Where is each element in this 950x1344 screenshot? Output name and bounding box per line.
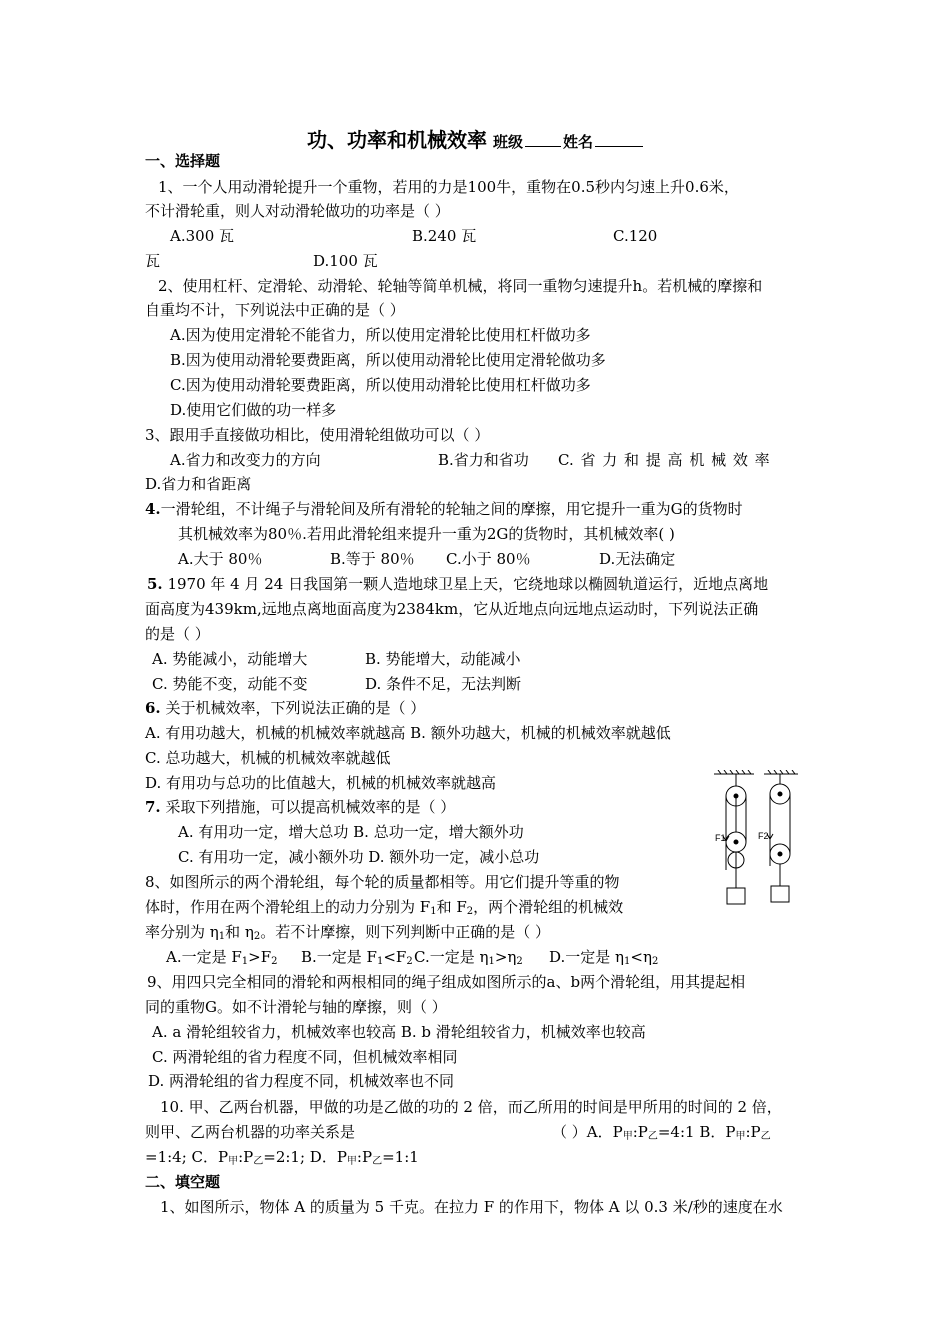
q4-option-d: D.无法确定 bbox=[599, 550, 676, 568]
q3-option-a: A.省力和改变力的方向 bbox=[170, 451, 321, 469]
q9-option-c: C. 两滑轮组的省力程度不同，但机械效率相同 bbox=[152, 1048, 458, 1066]
q2-option-b: B.因为使用动滑轮要费距离，所以使用动滑轮比使用定滑轮做功多 bbox=[170, 351, 606, 369]
q1-option-d: D.100 瓦 bbox=[313, 252, 378, 270]
q8-line3: 率分别为 $\eta_1$和 $\eta_2$。若不计摩擦，则下列判断中正确的是（ ） bbox=[145, 923, 551, 942]
q7-line1: 采取下列措施，可以提高机械效率的是（ ） bbox=[165, 798, 456, 816]
q5-option-a: A. 势能减小，动能增大 bbox=[152, 650, 308, 668]
q8-option-c: C.一定是 $\eta_1>\eta_2$ bbox=[414, 948, 523, 967]
q8-option-b: B.一定是 $F_1<F_2$ bbox=[301, 948, 413, 967]
section-heading-choice: 一、选择题 bbox=[145, 152, 221, 170]
q3-option-d: D.省力和省距离 bbox=[145, 475, 252, 493]
q1-line2: 不计滑轮重，则人对动滑轮做功的功率是（ ） bbox=[145, 202, 450, 220]
q5-option-d: D. 条件不足，无法判断 bbox=[365, 675, 522, 693]
class-label: 班级 bbox=[492, 133, 523, 151]
name-blank bbox=[595, 145, 643, 147]
q6-number: 6. bbox=[145, 699, 161, 717]
q7-options-ab: A. 有用功一定，增大总功 B. 总功一定，增大额外功 bbox=[178, 823, 524, 841]
q5-line2: 面高度为439km,远地点离地面高度为2384km，它从近地点向远地点运动时，下列说法正确 bbox=[145, 600, 759, 618]
q8-option-a: A.一定是 $F_1>F_2$ bbox=[166, 948, 278, 967]
q7-number: 7. bbox=[145, 798, 161, 816]
section-heading-fill: 二、填空题 bbox=[145, 1173, 221, 1191]
q10-line1: 10. 甲、乙两台机器，甲做的功是乙做的功的 2 倍，而乙所用的时间是甲所用的时间的 2 倍， bbox=[160, 1098, 782, 1116]
q9-options-ab: A. a 滑轮组较省力，机械效率也较高 B. b 滑轮组较省力，机械效率也较高 bbox=[152, 1023, 646, 1041]
figure-label-f1: F1 bbox=[715, 833, 726, 843]
q2-line2: 自重均不计，下列说法中正确的是（ ） bbox=[145, 301, 405, 319]
q4-option-b: B.等于 80％ bbox=[330, 550, 415, 568]
q3-option-b: B.省力和省功 bbox=[438, 451, 529, 469]
q9-line1: 9、用四只完全相同的滑轮和两根相同的绳子组成如图所示的a、b两个滑轮组，用其提起相 bbox=[147, 973, 746, 991]
q1-option-a: A.300 瓦 bbox=[170, 227, 234, 245]
q4-line1: 一滑轮组，不计绳子与滑轮间及所有滑轮的轮轴之间的摩擦，用它提升一重为G的货物时 bbox=[160, 500, 743, 518]
q2-option-d: D.使用它们做的功一样多 bbox=[170, 401, 337, 419]
q5-line3: 的是（ ） bbox=[145, 625, 210, 643]
q2-line1: 2、使用杠杆、定滑轮、动滑轮、轮轴等简单机械，将同一重物匀速提升h。若机械的摩擦和 bbox=[158, 277, 763, 295]
q8-line2: 体时，作用在两个滑轮组上的动力分别为 $F_1$和 $F_2$，两个滑轮组的机械效 bbox=[145, 898, 624, 917]
q3-option-c: C. 省 力 和 提 高 机 械 效 率 bbox=[558, 451, 770, 469]
q2-option-c: C.因为使用动滑轮要费距离，所以使用动滑轮比使用杠杆做功多 bbox=[170, 376, 591, 394]
q4-number: 4. bbox=[145, 500, 161, 518]
fill-q1-line1: 1、如图所示，物体 A 的质量为 5 千克。在拉力 F 的作用下，物体 A 以 0.3 米/秒的速度在水 bbox=[160, 1198, 783, 1216]
figure-label-f2: F2 bbox=[758, 831, 769, 841]
q5-option-c: C. 势能不变，动能不变 bbox=[152, 675, 308, 693]
q7-options-cd: C. 有用功一定，减小额外功 D. 额外功一定，减小总功 bbox=[178, 848, 540, 866]
q1-option-c: C.120 bbox=[613, 227, 658, 245]
q2-option-a: A.因为使用定滑轮不能省力，所以使用定滑轮比使用杠杆做功多 bbox=[170, 326, 591, 344]
worksheet-title bbox=[0, 124, 950, 153]
q10-line2: 则甲、乙两台机器的功率关系是 bbox=[145, 1123, 356, 1141]
q1-option-c-unit: 瓦 bbox=[145, 252, 161, 270]
q10-line2-options: （ ）A．$P_甲:P_乙=4:1$ B．$P_甲:P_乙$ bbox=[552, 1123, 771, 1142]
q6-option-c: C. 总功越大，机械的机械效率就越低 bbox=[145, 749, 391, 767]
q6-option-d: D. 有用功与总功的比值越大，机械的机械效率就越高 bbox=[145, 774, 497, 792]
q8-option-d: D.一定是 $\eta_1<\eta_2$ bbox=[549, 948, 659, 967]
q3-line1: 3、跟用手直接做功相比，使用滑轮组做功可以（ ） bbox=[145, 426, 490, 444]
q4-option-a: A.大于 80％ bbox=[178, 550, 263, 568]
q10-line3: =1:4; C．$P_甲:P_乙=2:1$; D．$P_甲:P_乙=1:1$ bbox=[145, 1148, 419, 1167]
q1-line1: 1、一个人用动滑轮提升一个重物，若用的力是100牛，重物在0.5秒内匀速上升0.6米， bbox=[158, 178, 739, 196]
name-label: 姓名 bbox=[563, 133, 594, 151]
q1-option-b: B.240 瓦 bbox=[412, 227, 477, 245]
q5-line1: 1970 年 4 月 24 日我国第一颗人造地球卫星上天，它绕地球以椭圆轨道运行，近地点离地 bbox=[167, 575, 769, 593]
q6-line1: 关于机械效率，下列说法正确的是（ ） bbox=[165, 699, 426, 717]
pulley-systems-figure bbox=[712, 770, 812, 910]
q6-options-ab: A. 有用功越大，机械的机械效率就越高 B. 额外功越大，机械的机械效率就越低 bbox=[145, 724, 671, 742]
q9-option-d: D. 两滑轮组的省力程度不同，机械效率也不同 bbox=[148, 1072, 455, 1090]
q5-option-b: B. 势能增大，动能减小 bbox=[365, 650, 521, 668]
title-main: 功、功率和机械效率 bbox=[306, 128, 487, 152]
q5-number: 5. bbox=[147, 575, 163, 593]
q4-line2: 其机械效率为80％.若用此滑轮组来提升一重为2G的货物时，其机械效率( ) bbox=[178, 525, 675, 543]
q9-line2: 同的重物G。如不计滑轮与轴的摩擦，则（ ） bbox=[145, 998, 447, 1016]
class-blank bbox=[525, 145, 561, 147]
q8-line1: 8、如图所示的两个滑轮组，每个轮的质量都相等。用它们提升等重的物 bbox=[145, 873, 620, 891]
q4-option-c: C.小于 80％ bbox=[446, 550, 531, 568]
